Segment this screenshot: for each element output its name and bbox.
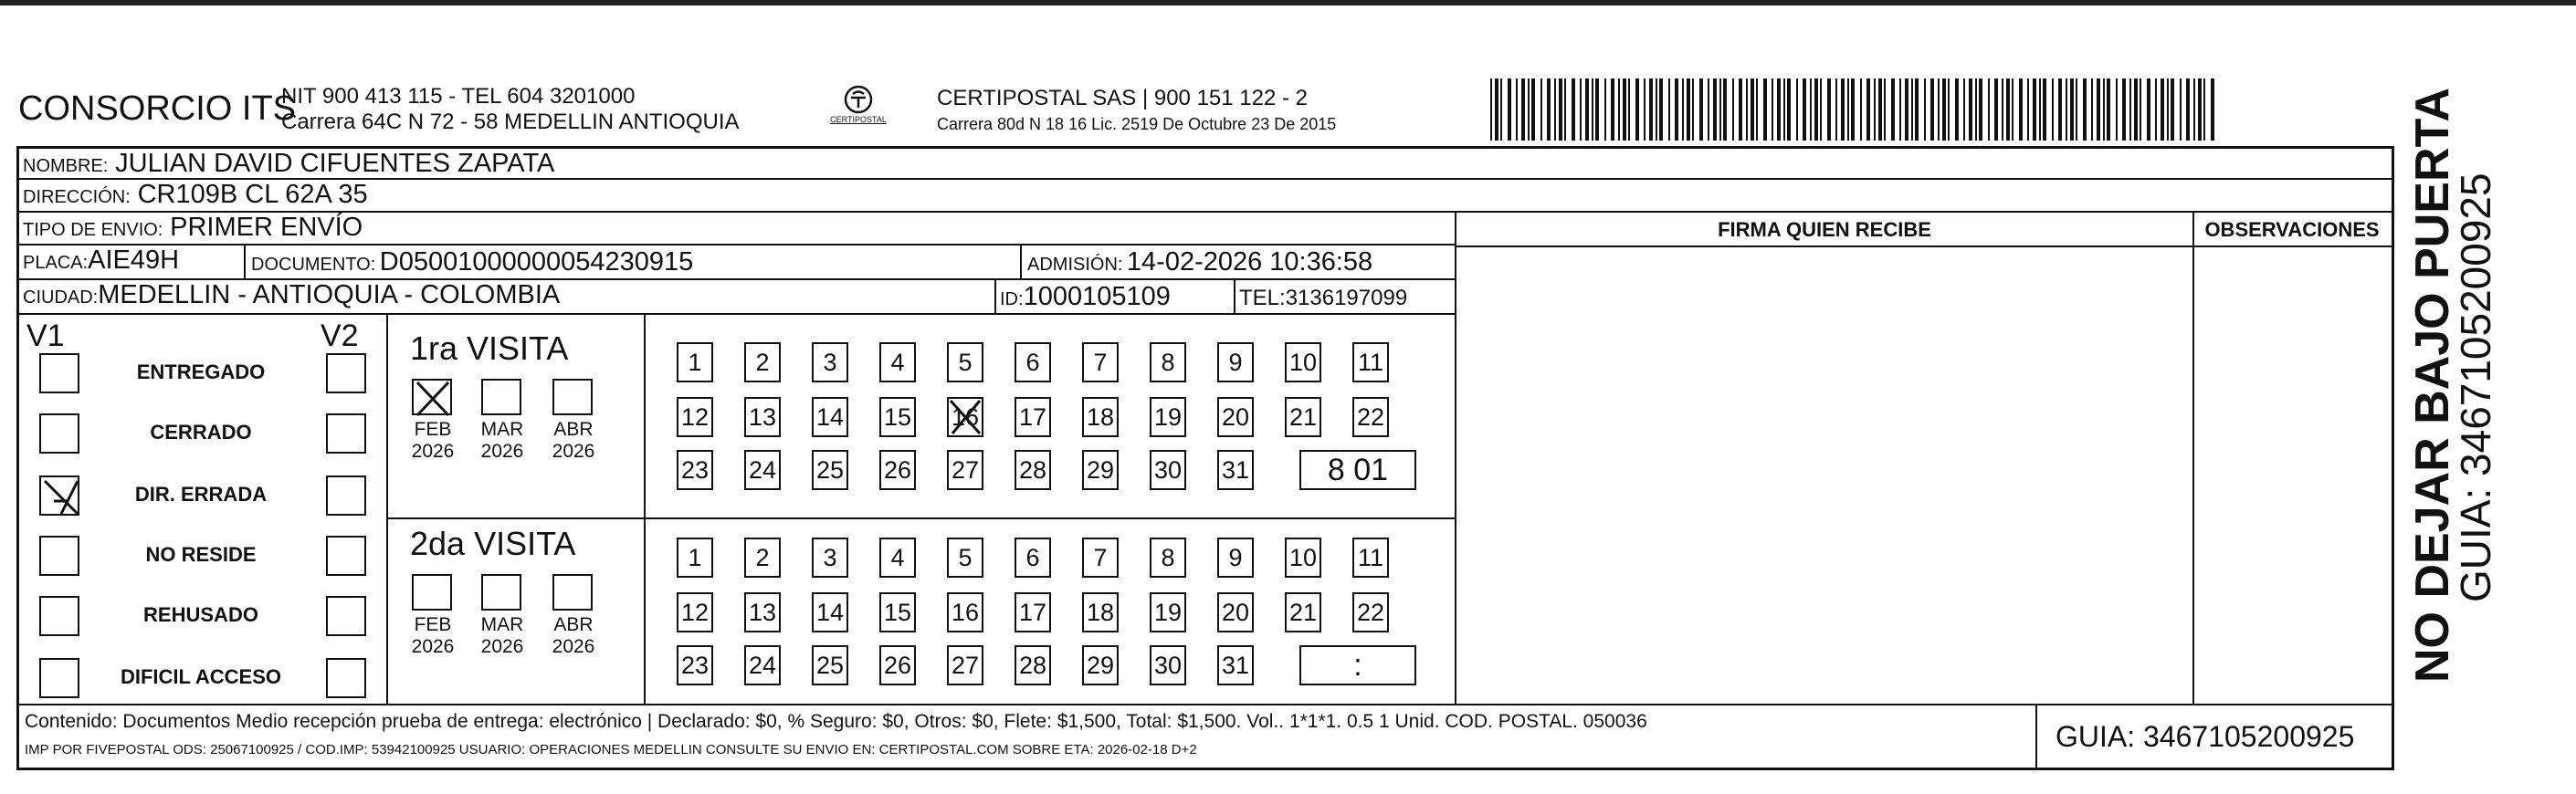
- placa-label: PLACA:: [23, 253, 89, 273]
- x-mark-icon: [414, 381, 454, 417]
- admision-value: 14-02-2026 10:36:58: [1126, 247, 1373, 277]
- visit-divider: [386, 517, 1455, 519]
- day-box[interactable]: 10: [1285, 538, 1321, 578]
- side-guia: GUIA: 3467105200925: [2452, 172, 2499, 602]
- v2-checkbox[interactable]: [326, 596, 366, 636]
- imp-text: IMP POR FIVEPOSTAL ODS: 25067100925 / COD.IMP: 53942100925 USUARIO: OPERACIONES MEDELLIN CONSULTE SU ENVIO EN: CERTIPOSTAL.COM SOBRE ETA: 2026-02-18 D+2: [25, 742, 1197, 757]
- day-box[interactable]: 21: [1285, 592, 1321, 632]
- direccion-value: CR109B CL 62A 35: [137, 180, 368, 209]
- day-box[interactable]: 20: [1217, 397, 1254, 437]
- day-box[interactable]: 29: [1082, 645, 1119, 685]
- day-box[interactable]: 23: [677, 450, 713, 490]
- day-box[interactable]: 8: [1150, 342, 1186, 382]
- documento-cell: [251, 247, 693, 277]
- day-box[interactable]: 13: [744, 397, 781, 437]
- footer-guia: GUIA: 3467105200925: [2056, 720, 2355, 753]
- visit1-title: 1ra VISITA: [410, 329, 569, 367]
- month-label: [470, 419, 534, 463]
- v1-checkbox[interactable]: [39, 353, 79, 393]
- nombre-value: JULIAN DAVID CIFUENTES ZAPATA: [115, 149, 555, 178]
- firma-divider: [1455, 213, 1456, 704]
- day-box[interactable]: 22: [1352, 397, 1389, 437]
- day-box[interactable]: 28: [1015, 645, 1051, 685]
- month-checkbox[interactable]: [552, 574, 593, 611]
- documento-label: DOCUMENTO:: [251, 255, 376, 275]
- nit-line: NIT 900 413 115 - TEL 604 3201000: [281, 84, 636, 109]
- tipo-envio-label: TIPO DE ENVIO:: [23, 220, 163, 240]
- admision-cell: [1027, 247, 1372, 277]
- day-box[interactable]: 20: [1217, 592, 1254, 632]
- day-box[interactable]: 26: [879, 450, 916, 490]
- v1-checkbox[interactable]: [39, 658, 79, 698]
- month-name: MAR: [480, 614, 524, 635]
- day-box[interactable]: 29: [1082, 450, 1119, 490]
- day-box[interactable]: 19: [1150, 397, 1186, 437]
- month-label: [401, 419, 465, 463]
- month-name: FEB: [414, 614, 452, 635]
- month-name: ABR: [553, 419, 594, 440]
- address-line: Carrera 64C N 72 - 58 MEDELLIN ANTIOQUIA: [281, 110, 740, 134]
- status-label: CERRADO: [150, 421, 252, 444]
- day-box[interactable]: 18: [1082, 397, 1119, 437]
- month-checkbox[interactable]: [552, 379, 593, 415]
- month-label: [541, 614, 605, 658]
- placa-value: AIE49H: [88, 246, 180, 275]
- visit2-title: 2da VISITA: [410, 525, 576, 562]
- v1-checkbox[interactable]: [39, 413, 79, 454]
- month-year: 2026: [552, 636, 595, 657]
- observaciones-divider: [2192, 213, 2194, 704]
- day-box[interactable]: 15: [879, 592, 916, 632]
- certipostal-nit: CERTIPOSTAL SAS | 900 151 122 - 2: [937, 86, 1308, 110]
- day-box[interactable]: 28: [1015, 450, 1051, 490]
- month-year: 2026: [411, 441, 455, 462]
- day-box[interactable]: 17: [1015, 592, 1051, 632]
- certipostal-info: [937, 86, 1336, 134]
- tel-label: TEL:: [1239, 286, 1286, 310]
- day-box[interactable]: 18: [1082, 592, 1119, 632]
- logo-icon: [843, 84, 874, 115]
- row-tipo-envio: [19, 213, 1455, 246]
- month-checkbox[interactable]: [412, 574, 452, 611]
- no-dejar-bajo-puerta: NO DEJAR BAJO PUERTA: [2406, 87, 2459, 683]
- status-label: REHUSADO: [143, 603, 258, 626]
- status-divider: [386, 315, 388, 704]
- id-label: ID:: [1000, 289, 1024, 309]
- day-box[interactable]: 21: [1285, 397, 1321, 437]
- month-year: 2026: [480, 441, 524, 462]
- day-box[interactable]: 30: [1150, 645, 1186, 685]
- day-box[interactable]: 31: [1217, 645, 1254, 685]
- barcode: [1490, 78, 2217, 141]
- v2-checkbox[interactable]: [326, 475, 366, 516]
- day-box[interactable]: 25: [812, 645, 848, 685]
- v2-checkbox[interactable]: [326, 413, 366, 454]
- observaciones-label: OBSERVACIONES: [2204, 218, 2380, 241]
- v2-checkbox[interactable]: [326, 353, 366, 393]
- firma-header-line: [1455, 246, 2392, 247]
- day-box[interactable]: 5: [947, 342, 983, 382]
- month-checkbox[interactable]: [412, 379, 452, 415]
- day-box[interactable]: 17: [1015, 397, 1051, 437]
- months-divider: [644, 315, 646, 704]
- day-box[interactable]: 13: [744, 592, 781, 632]
- divider: [1020, 246, 1022, 280]
- day-box[interactable]: 11: [1352, 342, 1389, 382]
- day-box[interactable]: 24: [744, 450, 781, 490]
- tel-cell: [1239, 286, 1407, 311]
- time-box[interactable]: 8 01: [1299, 450, 1416, 490]
- x-mark-icon: [41, 477, 81, 517]
- day-box[interactable]: 7: [1082, 538, 1119, 578]
- v1-checkbox[interactable]: [39, 536, 79, 576]
- day-box[interactable]: 11: [1352, 538, 1389, 578]
- status-label: DIR. ERRADA: [134, 483, 268, 506]
- day-box[interactable]: 27: [947, 645, 983, 685]
- day-box[interactable]: 15: [879, 397, 916, 437]
- day-box[interactable]: 1: [677, 538, 713, 578]
- v2-checkbox[interactable]: [326, 536, 366, 576]
- delivery-form: [16, 146, 2394, 770]
- ciudad-value: MEDELLIN - ANTIOQUIA - COLOMBIA: [98, 280, 561, 309]
- v2-checkbox[interactable]: [326, 658, 366, 698]
- day-box[interactable]: 6: [1015, 342, 1051, 382]
- month-year: 2026: [480, 636, 524, 657]
- day-box[interactable]: 3: [812, 342, 848, 382]
- day-box[interactable]: 30: [1150, 450, 1186, 490]
- day-box[interactable]: 19: [1150, 592, 1186, 632]
- id-cell: [1000, 282, 1171, 312]
- day-box[interactable]: 12: [677, 397, 713, 437]
- month-name: MAR: [480, 419, 524, 440]
- v2-label: V2: [321, 319, 359, 353]
- certipostal-address: Carrera 80d N 18 16 Lic. 2519 De Octubre 23 De 2015: [937, 115, 1337, 133]
- tipo-envio-value: PRIMER ENVÍO: [170, 213, 363, 242]
- month-year: 2026: [552, 441, 595, 462]
- day-box[interactable]: 12: [677, 592, 713, 632]
- status-label: NO RESIDE: [145, 543, 257, 566]
- day-box[interactable]: 2: [744, 342, 781, 382]
- day-box[interactable]: 26: [879, 645, 916, 685]
- company-name: CONSORCIO ITS: [18, 89, 297, 128]
- day-box[interactable]: 1: [677, 342, 713, 382]
- divider: [244, 246, 246, 280]
- day-box[interactable]: 4: [879, 342, 916, 382]
- status-label: ENTREGADO: [136, 360, 266, 383]
- day-box[interactable]: 6: [1015, 538, 1051, 578]
- day-box[interactable]: 22: [1352, 592, 1389, 632]
- divider: [1234, 280, 1235, 315]
- month-checkbox[interactable]: [481, 574, 521, 611]
- day-box[interactable]: 7: [1082, 342, 1119, 382]
- day-box[interactable]: 14: [812, 592, 848, 632]
- tel-value: 3136197099: [1285, 286, 1408, 310]
- day-box[interactable]: 5: [947, 538, 983, 578]
- status-label: DIFICIL ACCESO: [120, 665, 281, 688]
- day-box[interactable]: 27: [947, 450, 983, 490]
- contenido-text: Contenido: Documentos Medio recepción prueba de entrega: electrónico | Declarado: $0, % Seguro: $0, Otros: $0, Flete: $1,500, Total: $1,500. Vol.. 1*1*1. 0.5 1 Unid. COD. POSTAL. 050036: [25, 711, 1647, 732]
- v1-checkbox[interactable]: [39, 596, 79, 636]
- day-box[interactable]: 4: [879, 538, 916, 578]
- month-checkbox[interactable]: [481, 379, 521, 415]
- day-box[interactable]: 16: [947, 397, 983, 437]
- day-box[interactable]: 9: [1217, 342, 1254, 382]
- v1-label: V1: [26, 319, 65, 353]
- time-box[interactable]: :: [1299, 645, 1416, 685]
- row-nombre: [19, 149, 2392, 180]
- nombre-label: NOMBRE:: [23, 156, 109, 176]
- direccion-label: DIRECCIÓN:: [23, 187, 131, 207]
- certipostal-logo: [822, 84, 895, 135]
- documento-value: D05001000000054230915: [379, 247, 694, 277]
- day-box[interactable]: 3: [812, 538, 848, 578]
- day-box[interactable]: 25: [812, 450, 848, 490]
- month-label: [401, 614, 465, 658]
- day-box[interactable]: 31: [1217, 450, 1254, 490]
- day-box[interactable]: 10: [1285, 342, 1321, 382]
- day-box[interactable]: 2: [744, 538, 781, 578]
- firma-label: FIRMA QUIEN RECIBE: [1718, 218, 1931, 241]
- month-year: 2026: [411, 636, 455, 657]
- day-box[interactable]: 24: [744, 645, 781, 685]
- day-box[interactable]: 14: [812, 397, 848, 437]
- v1-checkbox[interactable]: [39, 475, 79, 516]
- logo-caption: CERTIPOSTAL: [830, 115, 887, 124]
- month-name: FEB: [414, 419, 452, 440]
- day-box[interactable]: 16: [947, 592, 983, 632]
- id-value: 1000105109: [1023, 282, 1171, 311]
- top-border: [0, 0, 2576, 5]
- divider: [994, 280, 996, 315]
- row-direccion: [19, 180, 2392, 213]
- day-box[interactable]: 8: [1150, 538, 1186, 578]
- company-info: [281, 84, 740, 135]
- month-name: ABR: [553, 614, 594, 635]
- ciudad-label: CIUDAD:: [23, 287, 99, 308]
- day-box[interactable]: 23: [677, 645, 713, 685]
- admision-label: ADMISIÓN:: [1027, 255, 1123, 275]
- month-label: [541, 419, 605, 463]
- guia-divider: [2035, 704, 2037, 768]
- month-label: [470, 614, 534, 658]
- day-box[interactable]: 9: [1217, 538, 1254, 578]
